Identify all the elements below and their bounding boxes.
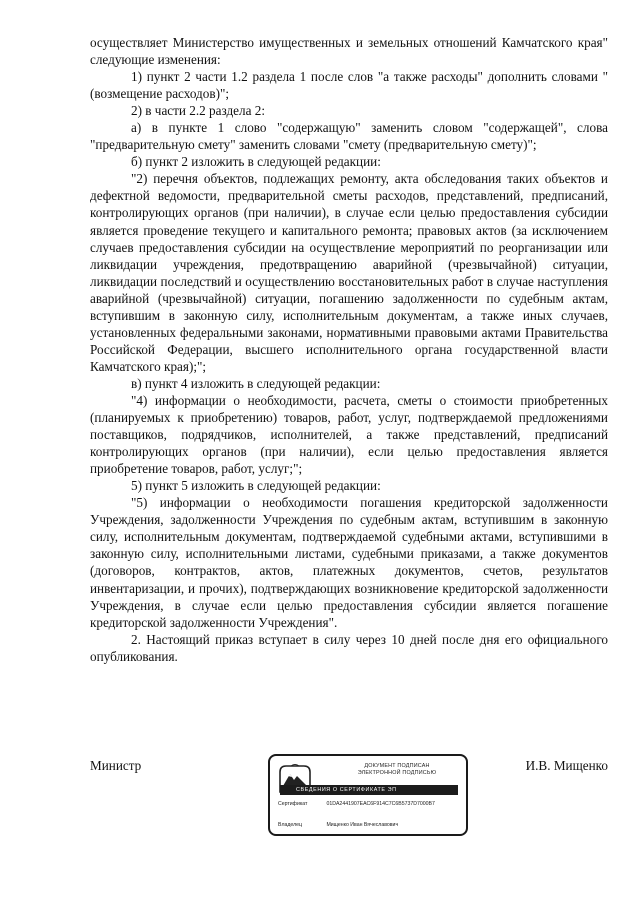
stamp-owner-value: Мищенко Иван Вячеславович bbox=[326, 822, 399, 828]
paragraph: а) в пункте 1 слово "содержащую" заменить словом "содержащей", слова "предварительную смету" заменить словами "смету (предварительную смету)"; bbox=[90, 120, 608, 153]
electronic-signature-stamp bbox=[268, 754, 468, 836]
stamp-owner-label: Владелец bbox=[278, 822, 302, 828]
stamp-certificate-row bbox=[278, 801, 460, 808]
paragraph: осуществляет Министерство имущественных и земельных отношений Камчатского края" следующие изменения: bbox=[90, 35, 608, 68]
paragraph: 1) пункт 2 части 1.2 раздела 1 после слов "а также расходы" дополнить словами "(возмещение расходов)"; bbox=[90, 69, 608, 102]
signature-position: Министр bbox=[90, 758, 142, 773]
stamp-title bbox=[328, 763, 466, 777]
signature-name: И.В. Мищенко bbox=[525, 758, 608, 773]
paragraph: 2. Настоящий приказ вступает в силу через 10 дней после дня его официального опубликования. bbox=[90, 631, 608, 664]
document-body bbox=[90, 34, 608, 665]
stamp-certificate-label: Сертификат bbox=[278, 801, 308, 807]
paragraph: "2) перечня объектов, подлежащих ремонту, акта обследования таких объектов и дефектной ведомости, предварительной сметы расходов, представлений, предписаний, контролирующих органов (при наличии), в случае если целью предоставления субсидии является проведение текущего и капитального ремонта; правовых актов (за исключением случаев предоставления субсидии на осуществление мероприятий по реорганизации или ликвидации учреждения, предотвращению аварийной (чрезвычайной) ситуации, ликвидации последствий и осуществлению восстановительных работ в случае наступления аварийной (чрезвычайной) ситуации, погашению задолженности по судебным актам, вступившим в законную силу, исполнительным документам, а также иных случаев, установленных федеральными законами, нормативными правовыми актами Правительства Российской Федерации, высшего исполнительного органа государственной власти Камчатского края);"; bbox=[90, 171, 608, 374]
stamp-certificate-band: СВЕДЕНИЯ О СЕРТИФИКАТЕ ЭП bbox=[280, 785, 458, 795]
paragraph: 5) пункт 5 изложить в следующей редакции: bbox=[131, 478, 381, 494]
stamp-title-line: ЭЛЕКТРОННОЙ ПОДПИСЬЮ bbox=[357, 770, 437, 776]
stamp-owner-row bbox=[278, 822, 460, 829]
stamp-title-line: ДОКУМЕНТ ПОДПИСАН bbox=[364, 763, 430, 769]
paragraph: "4) информации о необходимости, расчета, сметы о стоимости приобретенных (планируемых к приобретению) товаров, работ, услуг, подтверждаемой предложениями поставщиков, подрядчиков, исполнителей, а также представлений, предписаний контролирующих органов (при наличии), если целью предоставления является приобретение товаров, работ, услуг;"; bbox=[90, 392, 608, 477]
paragraph: в) пункт 4 изложить в следующей редакции: bbox=[131, 375, 381, 391]
stamp-certificate-value: 01DA2441907EAC6F914C7C6B5737D7000B7 bbox=[326, 801, 435, 807]
paragraph: б) пункт 2 изложить в следующей редакции: bbox=[131, 154, 381, 170]
paragraph: "5) информации о необходимости погашения кредиторской задолженности Учреждения, задолженности Учреждения по судебным актам, вступившим в законную силу, исполнительным документам, подтверждаемой судебными актами, вступившими в законную силу, исполнительными листами, судебными приказами, а также документов (договоров, контрактов, актов, платежных документов, счетов, результатов инвентаризации, и прочих), подтверждающих возникновение кредиторской задолженности Учреждения, в случае если целью предоставления субсидии является погашение кредиторской задолженности Учреждения". bbox=[90, 495, 608, 630]
paragraph: 2) в части 2.2 раздела 2: bbox=[131, 103, 266, 119]
